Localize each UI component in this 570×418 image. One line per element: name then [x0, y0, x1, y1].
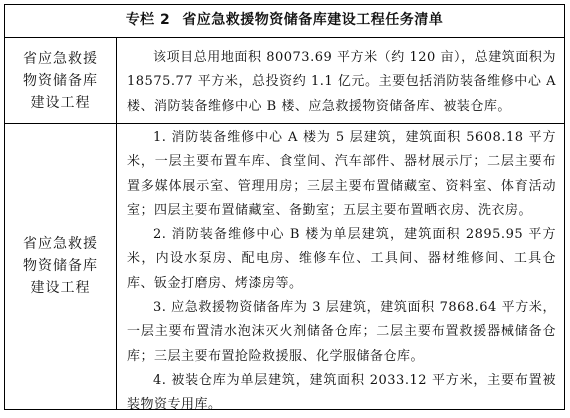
task-list-table — [4, 4, 565, 413]
row-label-cell — [5, 38, 117, 123]
table-title — [5, 5, 564, 38]
column-title: 省应急救援物资储备库建设工程任务清单 — [182, 12, 444, 28]
item-paragraph-b-building: 2. 消防装备维修中心 B 楼为单层建筑，建筑面积 2895.95 平方米，内设水泵房、配电房、维修车位、工具间、器材维修间、工具仓库、钣金打磨房、烤漆房等。 — [127, 227, 556, 291]
row-content-cell — [117, 38, 564, 123]
row-label: 省应急救援物资储备库建设工程 — [23, 236, 98, 296]
table-row — [5, 38, 564, 124]
table-row — [5, 123, 564, 413]
row-label: 省应急救援物资储备库建设工程 — [23, 50, 98, 111]
row-content-cell — [117, 123, 564, 413]
row-label-cell — [5, 123, 117, 409]
item-paragraph-uniform-warehouse: 4. 被装仓库为单层建筑，建筑面积 2033.12 平方米，主要布置被装物资专用库。 — [127, 372, 556, 413]
overview-paragraph: 该项目总用地面积 80073.69 平方米（约 120 亩），总建筑面积为 18575.77 平方米，总投资约 1.1 亿元。主要包括消防装备维修中心 A 楼、消防装备维修中心 B 楼、应急救援物资储备库、被装仓库。 — [127, 50, 556, 114]
column-label: 专栏 2 — [125, 12, 171, 28]
item-paragraph-a-building: 1. 消防装备维修中心 A 楼为 5 层建筑，建筑面积 5608.18 平方米，一层主要布置车库、食堂间、汽车部件、器材展示厅；二层主要布置多媒体展示室、管理用房；三层主要布置储藏室、资料室、体育活动室；四层主要布置储藏室、备勤室；五层主要布置晒衣房、洗衣房。 — [127, 130, 556, 218]
item-paragraph-storage: 3. 应急救援物资储备库为 3 层建筑，建筑面积 7868.64 平方米，一层主要布置清水泡沫灭火剂储备仓库；二层主要布置救援器械储备仓库；三层主要布置抢险救援服、化学服储备仓库。 — [127, 300, 556, 364]
